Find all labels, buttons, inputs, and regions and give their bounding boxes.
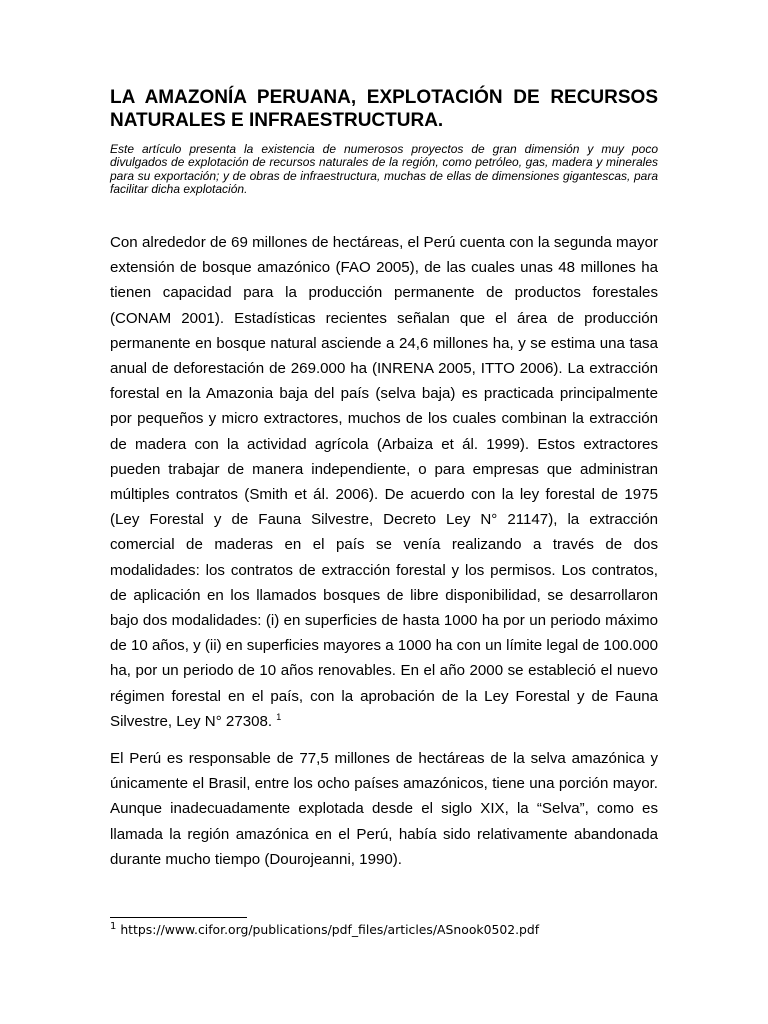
body-text	[110, 230, 658, 884]
paragraph-text: Con alrededor de 69 millones de hectáreas, el Perú cuenta con la segunda mayor extensión de bosque amazónico (FAO 2005), de las cuales unas 48 millones ha tienen capacidad para la producción permanente de productos forestales (CONAM 2001). Estadísticas recientes señalan que el área de producción permanente en bosque natural asciende a 24,6 millones ha, y se estima una tasa anual de deforestación de 269.000 ha (INRENA 2005, ITTO 2006). La extracción forestal en la Amazonia baja del país (selva baja) es practicada principalmente por pequeños y micro extractores, muchos de los cuales combinan la extracción de madera con la actividad agrícola (Arbaiza et ál. 1999). Estos extractores pueden trabajar de manera independiente, o para empresas que administran múltiples contratos (Smith et ál. 2006). De acuerdo con la ley forestal de 1975 (Ley Forestal y de Fauna Silvestre, Decreto Ley N° 21147), la extracción comercial de maderas en el país se venía realizando a través de dos modalidades: los contratos de extracción forestal y los permisos. Los contratos, de aplicación en los llamados bosques de libre disponibilidad, se desarrollaron bajo dos modalidades: (i) en superficies de hasta 1000 ha por un periodo máximo de 10 años, y (ii) en superficies mayores a 1000 ha con un límite legal de 100.000 ha, por un periodo de 10 años renovables. En el año 2000 se estableció el nuevo régimen forestal en el país, con la aprobación de la Ley Forestal y de Fauna Silvestre, Ley N° 27308.	[110, 234, 658, 730]
footnote-reference: 1	[276, 711, 282, 722]
footnote-number: 1	[110, 920, 117, 932]
footnote-link[interactable]: https://www.cifor.org/publications/pdf_files/articles/ASnook0502.pdf	[120, 922, 540, 937]
paragraph	[110, 230, 658, 734]
document-page	[110, 0, 658, 1024]
footnote	[110, 921, 658, 938]
paragraph-text: El Perú es responsable de 77,5 millones de hectáreas de la selva amazónica y únicamente el Brasil, entre los ocho países amazónicos, tiene una porción mayor. Aunque inadecuadamente explotada desde el siglo XIX, la “Selva”, como es llamada la región amazónica en el Perú, había sido relativamente abandonada durante mucho tiempo (Dourojeanni, 1990).	[110, 750, 658, 868]
footnote-separator	[110, 917, 247, 918]
paragraph	[110, 746, 658, 872]
abstract: Este artículo presenta la existencia de numerosos proyectos de gran dimensión y muy poco divulgados de explotación de recursos naturales de la región, como petróleo, gas, madera y minerales para su exportación; y de obras de infraestructura, muchas de ellas de dimensiones gigantescas, para facilitar dicha explotación.	[110, 142, 658, 197]
document-title: LA AMAZONÍA PERUANA, EXPLOTACIÓN DE RECURSOS NATURALES E INFRAESTRUCTURA.	[110, 87, 658, 131]
